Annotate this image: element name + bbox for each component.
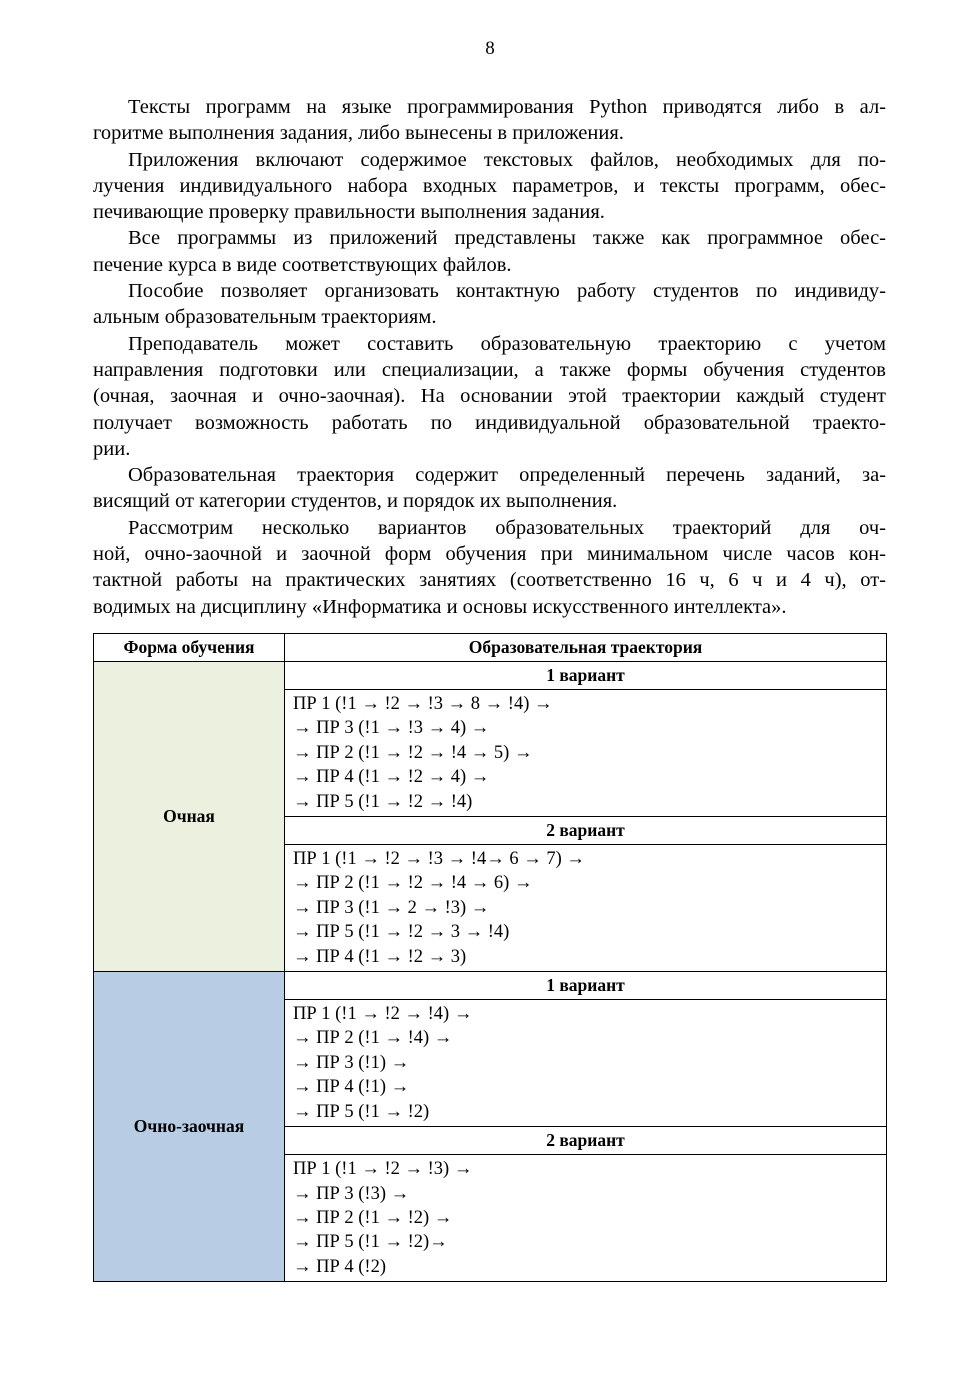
text-line: лучения индивидуального набора входных параметров, и тексты программ, обес- (93, 174, 886, 197)
paragraph (93, 331, 886, 462)
text-line: Пособие позволяет организовать контактную работу студентов по индивиду- (128, 280, 886, 303)
text-line: ной, очно-заочной и заочной форм обучения при минимальном числе часов кон- (93, 543, 886, 566)
form-cell: Очная (94, 662, 285, 972)
step-line: ПР 1 (!1 → !2 → !3 → 8 → !4) → (293, 694, 553, 714)
text-line: водимых на дисциплину «Информатика и основы искусственного интеллекта». (93, 595, 787, 618)
text-line: альным образовательным траекториям. (93, 306, 437, 329)
step-line: → ПР 5 (!1 → !2)→ (293, 1232, 448, 1253)
text-line: Преподаватель может составить образовательную траекторию с учетом (128, 332, 886, 355)
text-line: Приложения включают содержимое текстовых файлов, необходимых для по- (128, 148, 886, 171)
step-line: → ПР 4 (!2) (293, 1256, 387, 1277)
steps-cell (285, 690, 887, 817)
step-line: → ПР 3 (!1 → 2 → !3) → (293, 897, 490, 918)
step-line: ПР 1 (!1 → !2 → !3) → (293, 1159, 473, 1180)
variant-title: 2 вариант (285, 817, 887, 845)
step-line: → ПР 5 (!1 → !2 → !4) (293, 791, 473, 812)
text-line: рии. (93, 437, 131, 460)
text-line: Тексты программ на языке программирования Python приводятся либо в ал- (128, 96, 886, 118)
text-line: печивающие проверку правильности выполнения задания. (93, 201, 605, 224)
step-line: → ПР 2 (!1 → !2 → !4 → 6) → (293, 873, 533, 894)
paragraph (93, 515, 886, 620)
paragraph (93, 225, 886, 278)
paragraph (93, 278, 886, 331)
step-line: → ПР 2 (!1 → !4) → (293, 1028, 453, 1049)
variant-header-row (94, 662, 887, 690)
header-trajectory: Образовательная траектория (285, 634, 887, 662)
step-line: → ПР 2 (!1 → !2) → (293, 1207, 453, 1228)
text-line: Образовательная траектория содержит определенный перечень заданий, за- (128, 464, 886, 487)
variant-title: 2 вариант (285, 1127, 887, 1155)
table-header-row (94, 634, 887, 662)
text-line: (очная, заочная и очно-заочная). На основании этой траектории каждый студент (93, 385, 886, 408)
step-line: → ПР 4 (!1) → (293, 1077, 410, 1098)
steps-cell (285, 1000, 887, 1127)
paragraph (93, 94, 886, 147)
page-number: 8 (485, 38, 495, 59)
header-form: Форма обучения (94, 634, 285, 662)
variant-title: 1 вариант (285, 972, 887, 1000)
step-line: → ПР 3 (!3) → (293, 1183, 410, 1204)
steps-cell (285, 845, 887, 972)
text-line: тактной работы на практических занятиях (соответственно 16 ч, 6 ч и 4 ч), от- (93, 569, 886, 592)
text-line: Рассмотрим несколько вариантов образовательных траекторий для оч- (128, 516, 886, 539)
paragraph (93, 147, 886, 226)
step-line: → ПР 3 (!1) → (293, 1052, 410, 1073)
step-line: → ПР 5 (!1 → !2) (293, 1101, 430, 1122)
paragraph (93, 462, 886, 515)
body-text (93, 94, 886, 620)
step-line: → ПР 2 (!1 → !2 → !4 → 5) → (293, 742, 533, 763)
text-line: направления подготовки или специализации, а также формы обучения студентов (93, 358, 886, 381)
step-line: → ПР 3 (!1 → !3 → 4) → (293, 718, 490, 739)
step-line: → ПР 5 (!1 → !2 → 3 → !4) (293, 922, 510, 943)
text-line: Все программы из приложений представлены также как программное обес- (128, 227, 886, 250)
step-line: → ПР 4 (!1 → !2 → 3) (293, 946, 467, 967)
step-line: ПР 1 (!1 → !2 → !3 → !4→ 6 → 7) → (293, 849, 585, 870)
form-cell: Очно-заочная (94, 972, 285, 1282)
trajectory-table (93, 633, 887, 1282)
steps-cell (285, 1155, 887, 1282)
text-line: печение курса в виде соответствующих файлов. (93, 253, 512, 276)
step-line: → ПР 4 (!1 → !2 → 4) → (293, 767, 490, 788)
variant-title: 1 вариант (285, 662, 887, 690)
text-line: горитме выполнения задания, либо вынесены в приложения. (93, 122, 624, 145)
variant-header-row (94, 972, 887, 1000)
text-line: получает возможность работать по индивидуальной образовательной траекто- (93, 411, 886, 434)
step-line: ПР 1 (!1 → !2 → !4) → (293, 1004, 473, 1025)
text-line: висящий от категории студентов, и порядок их выполнения. (93, 490, 618, 513)
